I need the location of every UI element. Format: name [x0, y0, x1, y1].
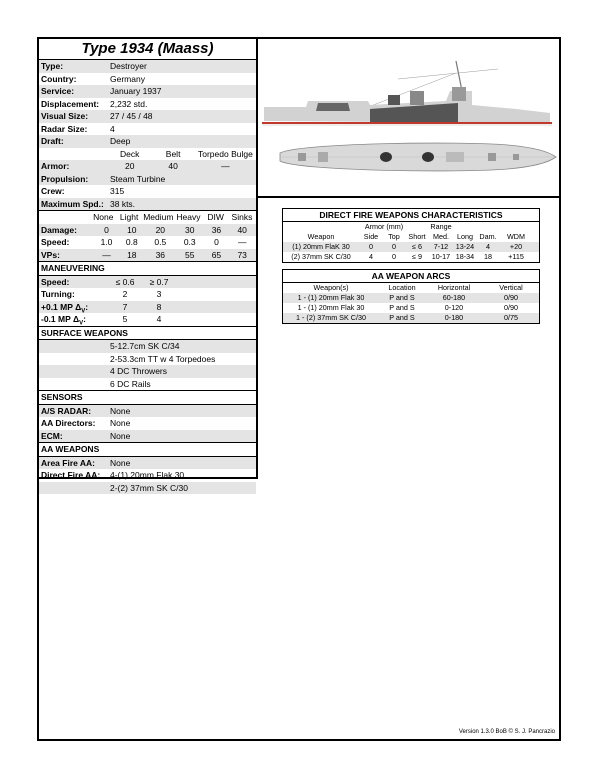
spec-row [39, 198, 256, 211]
maneuver-row [39, 276, 256, 289]
direct-fire-cell: 4 [369, 252, 373, 261]
spec-label: Type: [41, 61, 64, 71]
armor-deck-value: 20 [124, 161, 135, 171]
maneuver-label-text: Speed: [41, 276, 70, 287]
aa-arcs-cell: 0-120 [444, 303, 464, 312]
aa-weapons-heading: AA WEAPONS [39, 442, 256, 457]
maneuver-value-b: 8 [156, 301, 162, 312]
direct-fire-cell: 13-24 [455, 242, 475, 251]
direct-fire-cell: 0 [392, 242, 396, 251]
aa-arcs-cell: 0/90 [504, 293, 518, 302]
damage-row-label: VPs: [41, 249, 60, 260]
damage-column-header: Light [119, 212, 139, 222]
direct-fire-cell: ≤ 6 [412, 242, 422, 251]
damage-cell: 36 [155, 249, 166, 260]
aa-arcs-table [282, 269, 540, 324]
surface-weapons-heading: SURFACE WEAPONS [39, 326, 256, 341]
direct-fire-cell: (2) 37mm SK C/30 [291, 252, 351, 261]
damage-cell: 18 [127, 249, 137, 260]
spec-value: 2,232 std. [110, 98, 148, 109]
damage-column-header: Sinks [231, 212, 253, 222]
direct-fire-cell: 18 [484, 252, 492, 261]
spec-value: Germany [110, 73, 145, 84]
spec-label: Displacement: [41, 98, 100, 109]
spec-row [39, 185, 256, 198]
damage-cell: 0 [214, 237, 219, 247]
spec-value: 315 [110, 186, 125, 196]
damage-cell: 73 [237, 249, 247, 260]
direct-fire-cell: (1) 20mm FlaK 30 [292, 242, 350, 251]
aa-arcs-cell: 1 - (1) 20mm Flak 30 [297, 293, 365, 302]
damage-cell: — [237, 237, 247, 247]
spec-row [39, 98, 256, 111]
aa-arcs-table-title: AA WEAPON ARCS [283, 270, 539, 283]
spec-label: Visual Size: [41, 111, 89, 121]
maneuver-value-a: 7 [122, 301, 128, 312]
spec-value: 38 kts. [110, 198, 136, 209]
spec-label: Propulsion: [41, 173, 89, 184]
maneuver-label-text: -0.1 MP Δ [41, 314, 80, 324]
surface-weapon-item: 2-53.3cm TT w 4 Torpedoes [110, 353, 216, 364]
spec-row [39, 60, 256, 73]
direct-fire-cell: 4 [486, 242, 490, 251]
spec-value: 4 [110, 123, 115, 134]
spec-label: Crew: [41, 186, 65, 196]
ship-profile-drawing [258, 39, 559, 196]
damage-cell: 0.3 [183, 237, 196, 247]
aa-arcs-cell: 1 - (1) 20mm Flak 30 [297, 303, 365, 312]
direct-fire-row [39, 482, 256, 495]
spec-label: Maximum Spd.: [41, 198, 104, 209]
damage-cell: 0.5 [154, 237, 167, 247]
damage-row [39, 236, 256, 249]
side-profile [262, 61, 552, 125]
ship-title: Type 1934 (Maass) [39, 39, 256, 60]
armor-header-row [39, 148, 256, 161]
damage-cell: — [102, 249, 111, 260]
direct-fire-cell: +115 [508, 252, 524, 261]
direct-fire-header-row [283, 232, 539, 242]
damage-cell: 65 [211, 249, 222, 260]
direct-fire-table-title: DIRECT FIRE WEAPONS CHARACTERISTICS [283, 209, 539, 222]
spec-value: January 1937 [110, 86, 162, 96]
maneuver-value-a: 5 [122, 314, 128, 324]
spec-row [39, 173, 256, 186]
maneuver-label [39, 288, 108, 301]
maneuver-value-a: ≤ 0.6 [115, 276, 135, 287]
maneuver-label-sub: V [79, 320, 84, 327]
range-group-header: Range [430, 222, 452, 231]
surface-weapon-item: 5-12.7cm SK C/34 [110, 341, 180, 351]
direct-fire-cell: ≤ 9 [412, 252, 422, 261]
direct-fire-cell: 0 [392, 252, 396, 261]
spec-value: 27 / 45 / 48 [110, 111, 153, 121]
aa-arcs-cell: 0/90 [504, 303, 518, 312]
spec-value: Steam Turbine [110, 173, 166, 184]
aa-arcs-header-row [283, 283, 539, 293]
damage-cell: 36 [211, 224, 222, 235]
maneuver-value-b: 4 [156, 314, 162, 324]
damage-column-header: Medium [143, 212, 174, 222]
sensors-heading: SENSORS [39, 390, 256, 405]
direct-fire-label: Direct Fire AA: [41, 470, 101, 480]
damage-corner [39, 211, 92, 224]
damage-cell: 30 [185, 224, 195, 235]
surface-weapon-item: 4 DC Throwers [110, 366, 167, 376]
damage-cell: 20 [155, 224, 166, 235]
ship-card [37, 37, 561, 741]
spec-row [39, 85, 256, 98]
spec-row [39, 73, 256, 86]
area-fire-row [39, 457, 256, 470]
damage-row-label: Speed: [41, 237, 70, 247]
armor-belt-value: 40 [168, 161, 178, 171]
damage-cell: 55 [185, 249, 195, 260]
spacer [39, 340, 108, 353]
aa-arcs-cell: P and S [389, 313, 415, 322]
spacer [39, 378, 108, 391]
direct-fire-cell: 0 [369, 242, 373, 251]
damage-row [39, 224, 256, 237]
armor-torpedo-header: Torpedo Bulge [197, 148, 253, 159]
area-fire-label: Area Fire AA: [41, 457, 96, 468]
sensor-label: AA Directors: [41, 418, 96, 428]
armor-group-header: Armor (mm) [364, 222, 404, 231]
aa-arcs-cell: 0-180 [444, 313, 464, 322]
surface-weapon-row [39, 365, 256, 378]
direct-fire-column-header: Weapon [307, 232, 335, 241]
maneuver-label: +0.1 MP $\Delta_V$: [41, 301, 89, 315]
direct-fire-group-row [283, 222, 539, 232]
armor-deck-header: Deck [120, 148, 140, 159]
surface-weapon-row [39, 340, 256, 353]
direct-fire-column-header: Side [363, 232, 379, 241]
spec-label: Service: [41, 86, 75, 96]
direct-fire-column-header: Long [457, 232, 473, 241]
aa-arcs-cell: P and S [389, 293, 415, 302]
damage-column-header: None [93, 212, 114, 222]
maneuver-value-b: ≥ 0.7 [149, 276, 169, 287]
aa-arcs-cell: 1 - (2) 37mm SK C/30 [296, 313, 366, 322]
aa-arcs-cell: P and S [389, 303, 415, 312]
aa-arcs-cell: 0/75 [504, 313, 518, 322]
direct-fire-cell: 18-34 [455, 252, 475, 261]
maneuver-label: -0.1 MP $\Delta_V$: [41, 314, 86, 327]
surface-weapon-row [39, 353, 256, 366]
direct-fire-row [283, 242, 539, 252]
sensor-value: None [110, 418, 131, 428]
direct-fire-cell: +20 [509, 242, 523, 251]
ship-data-panel [39, 39, 258, 493]
armor-label: Armor: [41, 161, 70, 171]
direct-fire-column-header: Top [388, 232, 400, 241]
aa-arcs-row [283, 313, 539, 323]
direct-fire-cell: 7-12 [433, 242, 449, 251]
surface-weapon-item: 6 DC Rails [110, 378, 151, 389]
damage-cell: 40 [237, 224, 247, 235]
maneuver-row [39, 313, 256, 326]
direct-fire-column-header: WDM [507, 232, 525, 241]
maneuver-value-a: 2 [122, 289, 128, 299]
spacer [39, 365, 108, 378]
direct-fire-cell: 10-17 [431, 252, 451, 261]
spec-row [39, 123, 256, 136]
spec-row [39, 110, 256, 123]
sensor-row [39, 417, 256, 430]
armor-belt-header: Belt [165, 148, 181, 159]
aa-arcs-column-header: Location [388, 283, 416, 292]
maneuver-row [39, 301, 256, 314]
damage-row [39, 249, 256, 262]
spec-row [39, 135, 256, 148]
direct-fire-table [282, 208, 540, 263]
sensor-value: None [110, 430, 131, 441]
aa-arcs-row [283, 303, 539, 313]
direct-fire-column-header: Short [408, 232, 426, 241]
spec-label: Country: [41, 73, 77, 84]
surface-weapon-row [39, 378, 256, 391]
armor-row [39, 160, 256, 173]
maneuver-label [39, 276, 108, 289]
sensor-row [39, 430, 256, 443]
maneuver-label-text: +0.1 MP Δ [41, 301, 82, 312]
spec-label: Radar Size: [41, 123, 88, 134]
sensor-value: None [110, 405, 131, 416]
aa-arcs-column-header: Vertical [499, 283, 523, 292]
direct-fire-row [39, 469, 256, 482]
sensor-label: ECM: [41, 430, 63, 441]
aa-arcs-cell: 60-180 [442, 293, 466, 302]
spec-value: Deep [110, 136, 131, 146]
damage-cell: 0 [104, 224, 109, 235]
maneuver-label-text: Turning: [41, 289, 75, 299]
damage-cell: 0.8 [125, 237, 138, 247]
aa-arcs-column-header: Weapon(s) [313, 283, 349, 292]
direct-fire-value: 2-(2) 37mm SK C/30 [110, 482, 188, 493]
direct-fire-column-header: Dam. [479, 232, 497, 241]
damage-header-row [39, 211, 256, 224]
armor-torpedo-value: — [221, 161, 230, 171]
area-fire-value: None [110, 457, 131, 468]
direct-fire-column-header: Med. [433, 232, 449, 241]
direct-fire-row [283, 252, 539, 262]
aa-arcs-row [283, 293, 539, 303]
maneuver-value-b: 3 [156, 289, 162, 299]
spec-label: Draft: [41, 136, 64, 146]
spacer [39, 353, 108, 366]
plan-view [280, 143, 556, 171]
maneuver-row [39, 288, 256, 301]
damage-column-header: DIW [207, 212, 224, 222]
damage-column-header: Heavy [176, 212, 201, 222]
sensor-row [39, 405, 256, 418]
damage-row-label: Damage: [41, 224, 77, 235]
damage-cell: 10 [127, 224, 137, 235]
maneuvering-heading: MANEUVERING [39, 261, 256, 276]
spec-value: Destroyer [110, 61, 147, 71]
aa-arcs-column-header: Horizontal [437, 283, 471, 292]
damage-cell: 1.0 [100, 237, 113, 247]
version-footer: Version 1.3.0 BoB © S. J. Pancrazio [458, 729, 555, 735]
maneuver-label-sub: V [81, 308, 86, 315]
direct-fire-value: 4-(1) 20mm Flak 30 [110, 470, 185, 480]
ship-illustration-panel [258, 39, 561, 198]
sensor-label: A/S RADAR: [41, 405, 92, 416]
